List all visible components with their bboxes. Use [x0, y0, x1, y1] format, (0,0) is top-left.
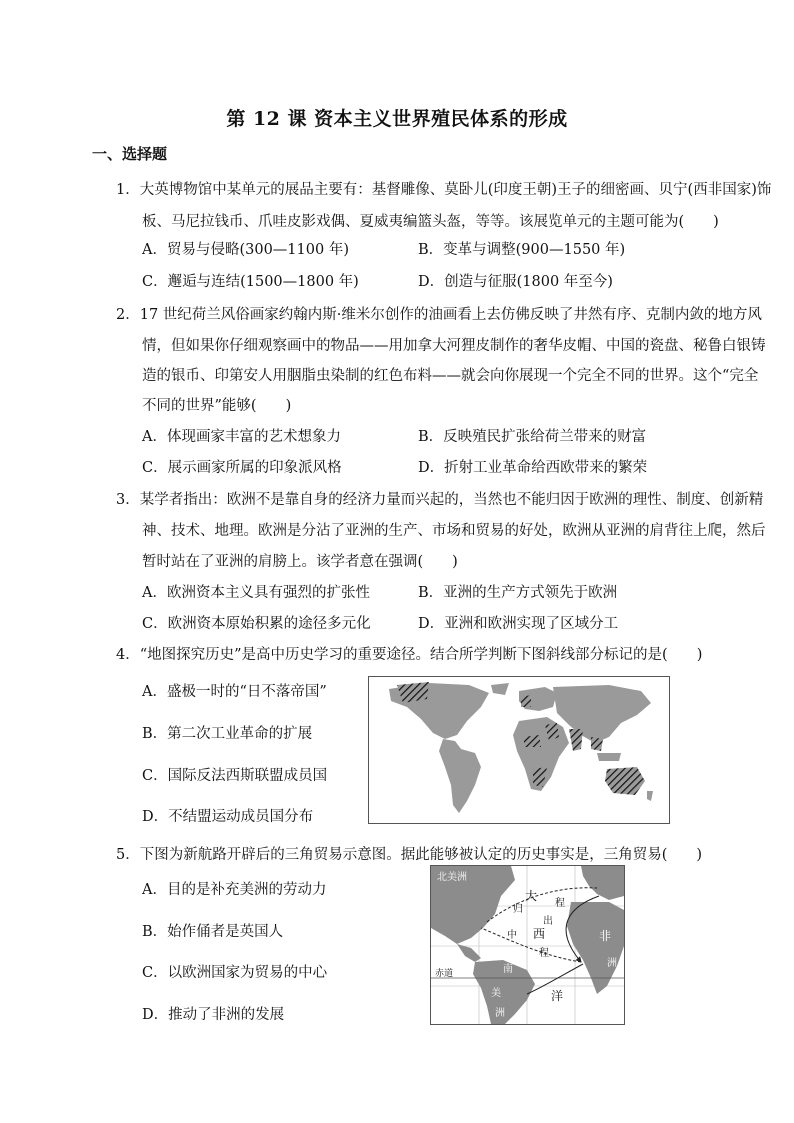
- q4-option-d[interactable]: D．不结盟运动成员国分布: [142, 809, 314, 825]
- q5-option-d[interactable]: D．推动了非洲的发展: [142, 1007, 285, 1023]
- q1-option-c[interactable]: C．邂逅与连结(1500—1800 年): [142, 274, 359, 290]
- label-zhou-sa: 洲: [495, 1008, 505, 1019]
- label-gui: 归: [513, 904, 523, 915]
- q1-option-a[interactable]: A．贸易与侵略(300—1100 年): [142, 242, 349, 258]
- triangle-trade-map: [430, 865, 625, 1025]
- label-chu: 出: [543, 916, 553, 927]
- q3-option-a[interactable]: A．欧洲资本主义具有强烈的扩张性: [142, 585, 370, 601]
- q4-option-a[interactable]: A．盛极一时的“日不落帝国”: [142, 684, 327, 700]
- label-da: 大: [525, 889, 538, 903]
- q3-option-d[interactable]: D．亚洲和欧洲实现了区域分工: [418, 616, 619, 632]
- q1-option-b[interactable]: B．变革与调整(900—1550 年): [418, 242, 626, 258]
- label-mei: 美: [491, 988, 501, 999]
- q2-stem-line-3: 造的银币、印第安人用胭脂虫染制的红色布料——就会向你展现一个完全不同的世界。这个“完全: [142, 368, 759, 384]
- q5-stem-line-1: 5．下图为新航路开辟后的三角贸易示意图。据此能够被认定的历史事实是，三角贸易( ): [116, 847, 703, 863]
- label-equator: 赤道: [435, 969, 454, 979]
- label-nan: 南: [503, 964, 513, 975]
- label-yang: 洋: [551, 989, 564, 1003]
- q3-stem-line-1: 3．某学者指出：欧洲不是靠自身的经济力量而兴起的，当然也不能归因于欧洲的理性、制度、创新精: [116, 492, 764, 508]
- q2-stem-line-1: 2．17 世纪荷兰风俗画家约翰内斯·维米尔创作的油画看上去仿佛反映了井然有序、克制内敛的地方风: [116, 307, 762, 323]
- q3-stem-line-3: 暂时站在了亚洲的肩膀上。该学者意在强调( ): [142, 554, 458, 570]
- section-heading: 一、选择题: [92, 145, 168, 163]
- q4-option-c[interactable]: C．国际反法西斯联盟成员国: [142, 768, 328, 784]
- q2-option-b[interactable]: B．反映殖民扩张给荷兰带来的财富: [418, 429, 647, 445]
- label-zhou-africa: 洲: [607, 958, 617, 969]
- label-cheng-1: 程: [555, 898, 565, 909]
- q1-stem-line-1: 1．大英博物馆中某单元的展品主要有：基督雕像、莫卧儿(印度王朝)王子的细密画、贝宁(西非国家)饰: [116, 182, 772, 198]
- q2-option-d[interactable]: D．折射工业革命给西欧带来的繁荣: [418, 460, 648, 476]
- q2-option-a[interactable]: A．体现画家丰富的艺术想象力: [142, 429, 341, 445]
- label-cheng-2: 程: [539, 948, 549, 959]
- q3-option-b[interactable]: B．亚洲的生产方式领先于欧洲: [418, 585, 618, 601]
- world-map-figure: [368, 676, 670, 824]
- label-xi: 西: [533, 927, 546, 941]
- label-fei: 非: [599, 929, 612, 943]
- q2-stem-line-4: 不同的世界”能够( ): [142, 398, 292, 414]
- q5-option-c[interactable]: C．以欧洲国家为贸易的中心: [142, 965, 328, 981]
- triangle-trade-drawing: [431, 866, 624, 1024]
- q5-option-a[interactable]: A．目的是补充美洲的劳动力: [142, 882, 327, 898]
- q2-option-c[interactable]: C．展示画家所属的印象派风格: [142, 460, 342, 476]
- q2-stem-line-2: 情，但如果你仔细观察画中的物品——用加拿大河狸皮制作的奢华皮帽、中国的瓷盘、秘鲁白银铸: [142, 338, 766, 354]
- q3-stem-line-2: 神、技术、地理。欧洲是分沾了亚洲的生产、市场和贸易的好处，欧洲从亚洲的肩背往上爬，然后: [142, 523, 766, 539]
- world-map-drawing: [369, 677, 669, 823]
- q5-option-b[interactable]: B．始作俑者是英国人: [142, 924, 284, 940]
- q1-option-d[interactable]: D．创造与征服(1800 年至今): [418, 274, 613, 290]
- q3-option-c[interactable]: C．欧洲资本原始积累的途径多元化: [142, 616, 371, 632]
- page-title: 第 12 课 资本主义世界殖民体系的形成: [226, 108, 568, 130]
- label-zhong: 中: [507, 930, 517, 941]
- label-north-america: 北美洲: [437, 872, 467, 883]
- q4-option-b[interactable]: B．第二次工业革命的扩展: [142, 726, 313, 742]
- q4-stem-line-1: 4．“地图探究历史”是高中历史学习的重要途径。结合所学判断下图斜线部分标记的是( ): [116, 647, 703, 663]
- q1-stem-line-2: 板、马尼拉钱币、爪哇皮影戏偶、夏威夷编篮头盔，等等。该展览单元的主题可能为( ): [142, 214, 719, 230]
